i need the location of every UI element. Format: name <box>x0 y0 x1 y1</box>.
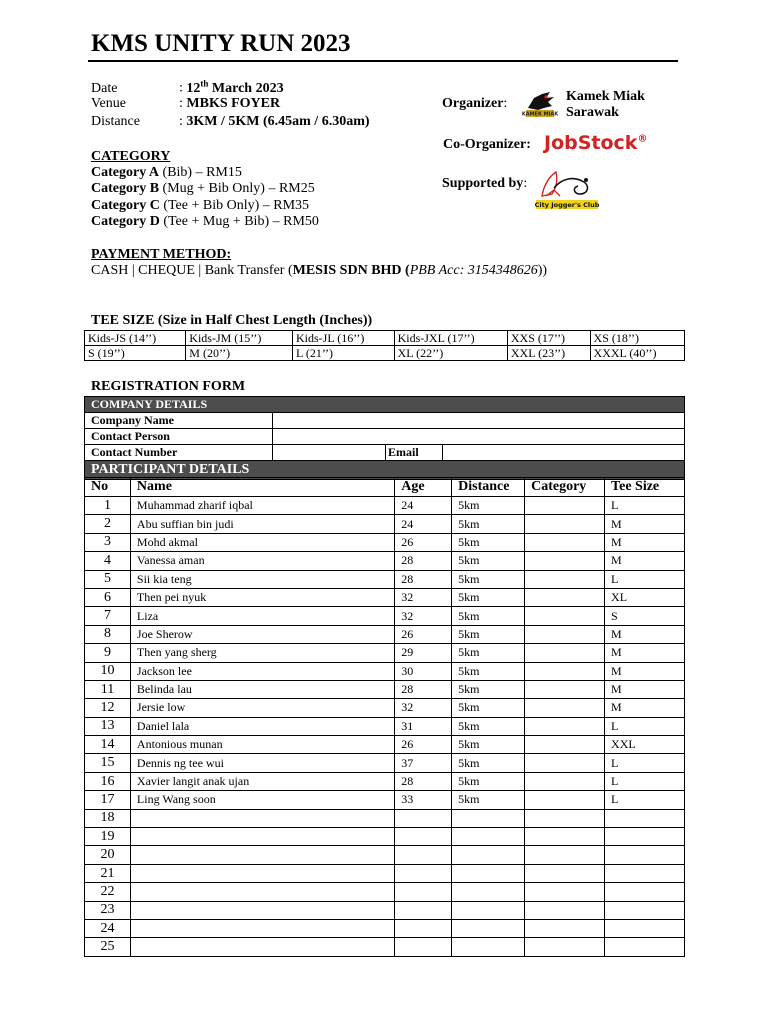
participant-no: 11 <box>85 680 131 698</box>
participant-no: 7 <box>85 607 131 625</box>
participant-no: 20 <box>85 846 131 864</box>
participant-name[interactable]: Xavier langit anak ujan <box>130 772 394 790</box>
table-row <box>85 552 685 570</box>
participant-age[interactable]: 31 <box>395 717 452 735</box>
tee-size-cell: XL (22’’) <box>394 346 507 361</box>
table-row <box>85 662 685 680</box>
participant-distance[interactable]: 5km <box>452 717 525 735</box>
email-label: Email <box>386 445 443 461</box>
participant-category[interactable] <box>525 515 605 533</box>
category-header: Category <box>525 478 605 497</box>
category-b: Category B (Mug + Bib Only) – RM25 <box>91 181 315 196</box>
tee-size-cell: Kids-JXL (17’’) <box>394 331 507 346</box>
participant-age[interactable]: 28 <box>395 680 452 698</box>
participant-name[interactable] <box>130 828 394 846</box>
participant-category[interactable] <box>525 919 605 937</box>
participant-category[interactable] <box>525 533 605 551</box>
participant-tee-size[interactable]: L <box>605 717 685 735</box>
company-name-label: Company Name <box>85 413 273 429</box>
jobstock-logo: JobStock® <box>544 132 648 154</box>
participant-distance[interactable]: 5km <box>452 680 525 698</box>
participant-age[interactable]: 37 <box>395 754 452 772</box>
participant-age[interactable]: 24 <box>395 515 452 533</box>
participant-age[interactable] <box>395 938 452 956</box>
table-row <box>85 497 685 515</box>
participant-tee-size[interactable]: L <box>605 497 685 515</box>
participant-age[interactable]: 28 <box>395 772 452 790</box>
participant-tee-size[interactable]: M <box>605 680 685 698</box>
distance-row: Distance : 3KM / 5KM (6.45am / 6.30am) <box>91 114 370 129</box>
table-row <box>85 699 685 717</box>
city-joggers-club-logo <box>534 166 600 212</box>
participant-tee-size[interactable]: L <box>605 772 685 790</box>
participant-age[interactable]: 28 <box>395 552 452 570</box>
category-c: Category C (Tee + Bib Only) – RM35 <box>91 198 310 213</box>
city-joggers-club-logo-text: City Jogger's Club <box>534 201 600 209</box>
participant-distance[interactable]: 5km <box>452 644 525 662</box>
participant-age[interactable]: 28 <box>395 570 452 588</box>
table-row <box>85 644 685 662</box>
participant-age[interactable] <box>395 883 452 901</box>
participant-category[interactable] <box>525 809 605 827</box>
tee-size-heading: TEE SIZE (Size in Half Chest Length (Inches)) <box>91 313 373 328</box>
participant-no: 2 <box>85 515 131 533</box>
contact-person-label: Contact Person <box>85 429 273 445</box>
participant-category[interactable] <box>525 552 605 570</box>
table-row <box>85 570 685 588</box>
participant-tee-size[interactable] <box>605 883 685 901</box>
participant-no: 24 <box>85 919 131 937</box>
participant-tee-size[interactable] <box>605 919 685 937</box>
participant-name[interactable]: Belinda lau <box>130 680 394 698</box>
participant-name[interactable] <box>130 938 394 956</box>
participants-header-row <box>85 478 685 497</box>
participant-age[interactable]: 29 <box>395 644 452 662</box>
date-label: Date <box>91 80 118 96</box>
distance-label: Distance <box>91 114 140 129</box>
participant-no: 15 <box>85 754 131 772</box>
participant-distance[interactable]: 5km <box>452 699 525 717</box>
participant-distance[interactable] <box>452 919 525 937</box>
participant-name[interactable]: Dennis ng tee wui <box>130 754 394 772</box>
participant-category[interactable] <box>525 570 605 588</box>
table-row <box>85 828 685 846</box>
company-name-field[interactable] <box>273 413 685 429</box>
participant-name[interactable]: Mohd akmal <box>130 533 394 551</box>
participant-age[interactable]: 30 <box>395 662 452 680</box>
contact-number-field[interactable] <box>273 445 386 461</box>
email-field[interactable] <box>443 445 685 461</box>
participant-category[interactable] <box>525 625 605 643</box>
coorganizer-label: Co-Organizer: <box>443 137 531 152</box>
participant-age[interactable]: 33 <box>395 791 452 809</box>
participant-tee-size[interactable] <box>605 864 685 882</box>
participant-no: 1 <box>85 497 131 515</box>
participant-name[interactable]: Then pei nyuk <box>130 588 394 606</box>
participant-no: 5 <box>85 570 131 588</box>
no-header: No <box>85 478 131 497</box>
participant-name[interactable] <box>130 846 394 864</box>
participants-table <box>84 477 685 957</box>
participant-no: 19 <box>85 828 131 846</box>
participant-category[interactable] <box>525 883 605 901</box>
distance-value: 3KM / 5KM (6.45am / 6.30am) <box>186 114 370 129</box>
participant-name[interactable] <box>130 809 394 827</box>
participant-age[interactable] <box>395 919 452 937</box>
tee-size-cell: XXXL (40’’) <box>590 346 684 361</box>
table-row <box>85 919 685 937</box>
participant-name[interactable]: Muhammad zharif iqbal <box>130 497 394 515</box>
participant-tee-size[interactable]: L <box>605 754 685 772</box>
payment-methods: CASH | CHEQUE | Bank Transfer (MESIS SDN BHD (PBB Acc: 3154348626)) <box>91 263 548 278</box>
date-row: Date : 12th March 2023 <box>91 78 284 96</box>
participant-category[interactable] <box>525 754 605 772</box>
participant-no: 21 <box>85 864 131 882</box>
participant-no: 10 <box>85 662 131 680</box>
participant-distance[interactable]: 5km <box>452 570 525 588</box>
participant-age[interactable]: 32 <box>395 588 452 606</box>
tee-size-cell: L (21’’) <box>293 346 395 361</box>
organizer-name: Kamek Miak Sarawak <box>566 89 645 120</box>
title-divider <box>88 60 678 62</box>
participant-no: 25 <box>85 938 131 956</box>
table-row <box>85 901 685 919</box>
participant-no: 12 <box>85 699 131 717</box>
company-details-header: COMPANY DETAILS <box>85 397 685 413</box>
participant-category[interactable] <box>525 607 605 625</box>
tee-size-header: Tee Size <box>605 478 685 497</box>
participant-no: 18 <box>85 809 131 827</box>
tee-size-table <box>84 330 685 361</box>
participant-distance[interactable]: 5km <box>452 662 525 680</box>
participant-tee-size[interactable] <box>605 828 685 846</box>
participant-name[interactable]: Jersie low <box>130 699 394 717</box>
tee-size-cell: M (20’’) <box>186 346 293 361</box>
contact-number-label: Contact Number <box>85 445 273 461</box>
tee-size-cell: XXS (17’’) <box>507 331 590 346</box>
participant-distance[interactable]: 5km <box>452 497 525 515</box>
table-row <box>85 791 685 809</box>
participant-tee-size[interactable]: L <box>605 570 685 588</box>
venue-value: MBKS FOYER <box>186 96 281 111</box>
participant-age[interactable]: 26 <box>395 625 452 643</box>
table-row <box>85 772 685 790</box>
participant-name[interactable]: Liza <box>130 607 394 625</box>
participant-name[interactable] <box>130 901 394 919</box>
venue-row: Venue : MBKS FOYER <box>91 96 281 111</box>
participant-distance[interactable]: 5km <box>452 791 525 809</box>
participant-distance[interactable] <box>452 901 525 919</box>
table-row <box>85 515 685 533</box>
participant-category[interactable] <box>525 699 605 717</box>
participant-category[interactable] <box>525 828 605 846</box>
participant-category[interactable] <box>525 644 605 662</box>
category-a: Category A (Bib) – RM15 <box>91 165 242 180</box>
participant-name[interactable]: Sii kia teng <box>130 570 394 588</box>
participant-tee-size[interactable]: XL <box>605 588 685 606</box>
participant-category[interactable] <box>525 680 605 698</box>
participant-distance[interactable]: 5km <box>452 552 525 570</box>
participant-category[interactable] <box>525 588 605 606</box>
participant-tee-size[interactable]: L <box>605 791 685 809</box>
participant-no: 9 <box>85 644 131 662</box>
participant-category[interactable] <box>525 791 605 809</box>
participant-distance[interactable] <box>452 864 525 882</box>
participant-tee-size[interactable]: XXL <box>605 736 685 754</box>
participant-no: 6 <box>85 588 131 606</box>
participant-tee-size[interactable]: M <box>605 625 685 643</box>
participant-category[interactable] <box>525 497 605 515</box>
table-row <box>85 736 685 754</box>
participant-age[interactable]: 32 <box>395 699 452 717</box>
kamek-miak-logo-text: KAMEK MIAK <box>521 111 559 118</box>
participant-age[interactable]: 32 <box>395 607 452 625</box>
participant-category[interactable] <box>525 717 605 735</box>
participant-tee-size[interactable] <box>605 846 685 864</box>
tee-size-cell: Kids-JM (15’’) <box>186 331 293 346</box>
participant-age[interactable] <box>395 846 452 864</box>
participant-category[interactable] <box>525 662 605 680</box>
table-row <box>85 754 685 772</box>
participant-age[interactable]: 24 <box>395 497 452 515</box>
participant-distance[interactable] <box>452 828 525 846</box>
table-row <box>85 680 685 698</box>
participant-category[interactable] <box>525 864 605 882</box>
participant-age[interactable] <box>395 809 452 827</box>
venue-label: Venue <box>91 96 126 111</box>
participant-tee-size[interactable] <box>605 809 685 827</box>
participant-category[interactable] <box>525 901 605 919</box>
tee-size-row <box>85 346 685 361</box>
participant-age[interactable] <box>395 828 452 846</box>
participant-no: 22 <box>85 883 131 901</box>
participant-tee-size[interactable]: M <box>605 552 685 570</box>
table-row <box>85 607 685 625</box>
participant-name[interactable]: Vanessa aman <box>130 552 394 570</box>
participant-name[interactable] <box>130 919 394 937</box>
table-row <box>85 588 685 606</box>
participant-distance[interactable] <box>452 809 525 827</box>
participant-distance[interactable]: 5km <box>452 533 525 551</box>
tee-size-cell: XXL (23’’) <box>507 346 590 361</box>
participant-tee-size[interactable] <box>605 901 685 919</box>
table-row <box>85 717 685 735</box>
participant-tee-size[interactable]: S <box>605 607 685 625</box>
participant-name[interactable] <box>130 864 394 882</box>
company-details-table <box>84 396 685 480</box>
table-row <box>85 938 685 956</box>
participant-distance[interactable] <box>452 883 525 901</box>
category-heading: CATEGORY <box>91 149 171 164</box>
participant-name[interactable]: Abu suffian bin judi <box>130 515 394 533</box>
participant-age[interactable] <box>395 901 452 919</box>
participant-tee-size[interactable] <box>605 938 685 956</box>
participant-no: 16 <box>85 772 131 790</box>
table-row <box>85 864 685 882</box>
participant-distance[interactable]: 5km <box>452 736 525 754</box>
participant-name[interactable]: Jackson lee <box>130 662 394 680</box>
participant-tee-size[interactable]: M <box>605 644 685 662</box>
table-row <box>85 625 685 643</box>
table-row <box>85 533 685 551</box>
participant-distance[interactable] <box>452 938 525 956</box>
participant-name[interactable] <box>130 883 394 901</box>
participant-age[interactable] <box>395 864 452 882</box>
name-header: Name <box>130 478 394 497</box>
participant-no: 23 <box>85 901 131 919</box>
participant-details-header: PARTICIPANT DETAILS <box>85 461 685 480</box>
age-header: Age <box>395 478 452 497</box>
participant-age[interactable]: 26 <box>395 533 452 551</box>
participant-distance[interactable]: 5km <box>452 772 525 790</box>
participant-tee-size[interactable]: M <box>605 533 685 551</box>
participant-tee-size[interactable]: M <box>605 699 685 717</box>
participant-no: 17 <box>85 791 131 809</box>
table-row <box>85 846 685 864</box>
participant-no: 3 <box>85 533 131 551</box>
participant-no: 8 <box>85 625 131 643</box>
tee-size-cell: S (19’’) <box>85 346 186 361</box>
page-title: KMS UNITY RUN 2023 <box>91 30 351 57</box>
participant-distance[interactable] <box>452 846 525 864</box>
participant-category[interactable] <box>525 846 605 864</box>
supporter-label: Supported by: <box>442 176 528 191</box>
category-d: Category D (Tee + Mug + Bib) – RM50 <box>91 214 319 229</box>
participant-name[interactable]: Then yang sherg <box>130 644 394 662</box>
participant-name[interactable]: Daniel lala <box>130 717 394 735</box>
contact-person-field[interactable] <box>273 429 685 445</box>
participant-distance[interactable]: 5km <box>452 588 525 606</box>
participant-category[interactable] <box>525 938 605 956</box>
participant-tee-size[interactable]: M <box>605 515 685 533</box>
distance-header: Distance <box>452 478 525 497</box>
date-value: 12th March 2023 <box>186 78 284 96</box>
tee-size-cell: Kids-JS (14’’) <box>85 331 186 346</box>
registration-heading: REGISTRATION FORM <box>91 379 246 394</box>
participant-name[interactable]: Ling Wang soon <box>130 791 394 809</box>
tee-size-cell: XS (18’’) <box>590 331 684 346</box>
participant-distance[interactable]: 5km <box>452 754 525 772</box>
payment-heading: PAYMENT METHOD: <box>91 247 232 262</box>
participant-no: 14 <box>85 736 131 754</box>
kamek-miak-logo <box>520 88 560 126</box>
participant-category[interactable] <box>525 772 605 790</box>
participant-distance[interactable]: 5km <box>452 607 525 625</box>
participant-no: 13 <box>85 717 131 735</box>
participant-distance[interactable]: 5km <box>452 515 525 533</box>
participant-category[interactable] <box>525 736 605 754</box>
participant-tee-size[interactable]: M <box>605 662 685 680</box>
participant-name[interactable]: Joe Sherow <box>130 625 394 643</box>
tee-size-row <box>85 331 685 346</box>
participant-distance[interactable]: 5km <box>452 625 525 643</box>
participant-age[interactable]: 26 <box>395 736 452 754</box>
tee-size-cell: Kids-JL (16’’) <box>293 331 395 346</box>
table-row <box>85 809 685 827</box>
organizer-label: Organizer: <box>442 96 508 111</box>
participant-name[interactable]: Antonious munan <box>130 736 394 754</box>
table-row <box>85 883 685 901</box>
participant-no: 4 <box>85 552 131 570</box>
